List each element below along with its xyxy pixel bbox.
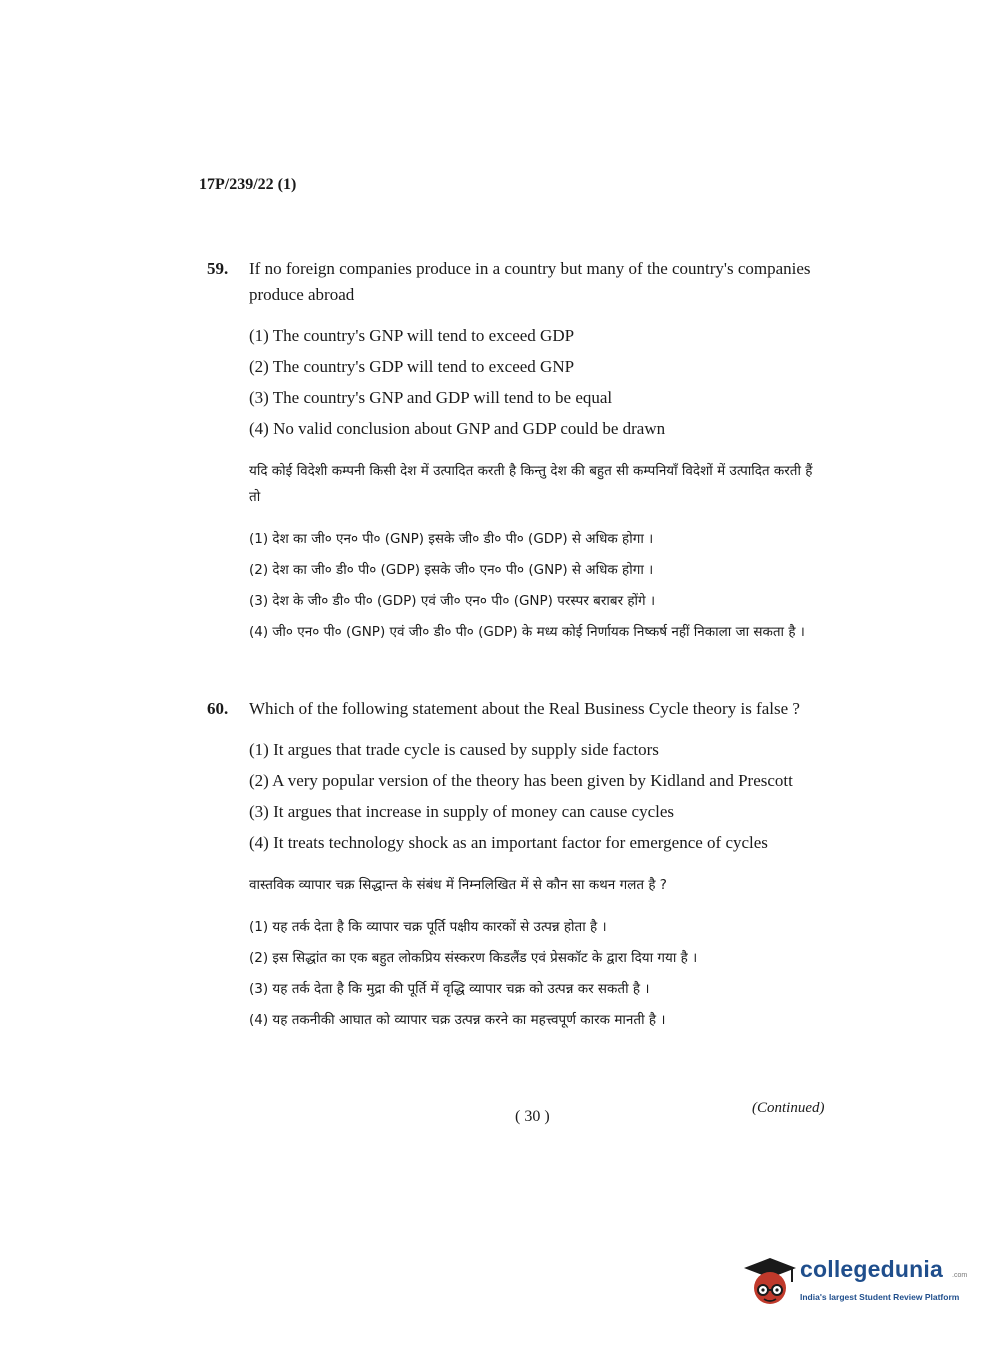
- hindi-option-4: (4) जी० एन० पी० (GNP) एवं जी० डी० पी० (GDP) के मध्य कोई निर्णायक निष्कर्ष नहीं निकाला जा सकता है ।: [249, 624, 805, 640]
- hindi-option-1: (1) यह तर्क देता है कि व्यापार चक्र पूर्ति पक्षीय कारकों से उत्पन्न होता है ।: [249, 919, 607, 935]
- option-2: (2) A very popular version of the theory has been given by Kidland and Prescott: [249, 771, 793, 790]
- question-number: 60.: [207, 699, 229, 718]
- hindi-option-1: (1) देश का जी० एन० पी० (GNP) इसके जी० डी० पी० (GDP) से अधिक होगा ।: [249, 531, 654, 547]
- question-text: Which of the following statement about the Real Business Cycle theory is false ?: [249, 699, 800, 718]
- student-mascot-icon: [742, 1256, 798, 1308]
- hindi-question-text: वास्तविक व्यापार चक्र सिद्धान्त के संबंध में निम्नलिखित में से कौन सा कथन गलत है ?: [249, 877, 667, 893]
- continued-label: (Continued): [752, 1100, 825, 1116]
- option-3: (3) The country's GNP and GDP will tend to be equal: [249, 388, 613, 407]
- page-number: ( 30 ): [515, 1108, 550, 1125]
- question-60: [207, 696, 827, 1036]
- hindi-translation: [249, 458, 827, 648]
- question-text: If no foreign companies produce in a country but many of the country's companies produce abroad: [249, 259, 811, 304]
- option-list: [249, 320, 827, 444]
- question-59: [207, 256, 827, 648]
- option-4: (4) It treats technology shock as an important factor for emergence of cycles: [249, 833, 768, 852]
- page-code: 17P/239/22 (1): [199, 176, 297, 193]
- question-number: 59.: [207, 259, 229, 278]
- option-list: [249, 734, 827, 858]
- brand-name: collegedunia: [800, 1256, 943, 1282]
- hindi-option-2: (2) इस सिद्धांत का एक बहुत लोकप्रिय संस्करण किडलैंड एवं प्रेसकॉट के द्वारा दिया गया है ।: [249, 950, 698, 966]
- option-4: (4) No valid conclusion about GNP and GDP could be drawn: [249, 419, 666, 438]
- hindi-translation: [249, 872, 827, 1036]
- hindi-option-4: (4) यह तकनीकी आघात को व्यापार चक्र उत्पन्न करने का महत्त्वपूर्ण कारक मानती है ।: [249, 1012, 666, 1028]
- hindi-option-3: (3) यह तर्क देता है कि मुद्रा की पूर्ति में वृद्धि व्यापार चक्र को उत्पन्न कर सकती है ।: [249, 981, 650, 997]
- option-1: (1) It argues that trade cycle is caused by supply side factors: [249, 740, 659, 759]
- option-3: (3) It argues that increase in supply of money can cause cycles: [249, 802, 674, 821]
- collegedunia-watermark: [742, 1252, 972, 1314]
- hindi-question-text: यदि कोई विदेशी कम्पनी किसी देश में उत्पादित करती है किन्तु देश की बहुत सी कम्पनियाँ विदेशों में उत्पादित करती हैं तो: [249, 463, 813, 505]
- option-2: (2) The country's GDP will tend to exceed GNP: [249, 357, 575, 376]
- option-1: (1) The country's GNP will tend to exceed GDP: [249, 326, 575, 345]
- brand-tagline: India's largest Student Review Platform: [800, 1292, 960, 1302]
- hindi-option-2: (2) देश का जी० डी० पी० (GDP) इसके जी० एन० पी० (GNP) से अधिक होगा ।: [249, 562, 654, 578]
- brand-domain: .com: [952, 1272, 968, 1279]
- hindi-option-3: (3) देश के जी० डी० पी० (GDP) एवं जी० एन० पी० (GNP) परस्पर बराबर होंगे ।: [249, 593, 656, 609]
